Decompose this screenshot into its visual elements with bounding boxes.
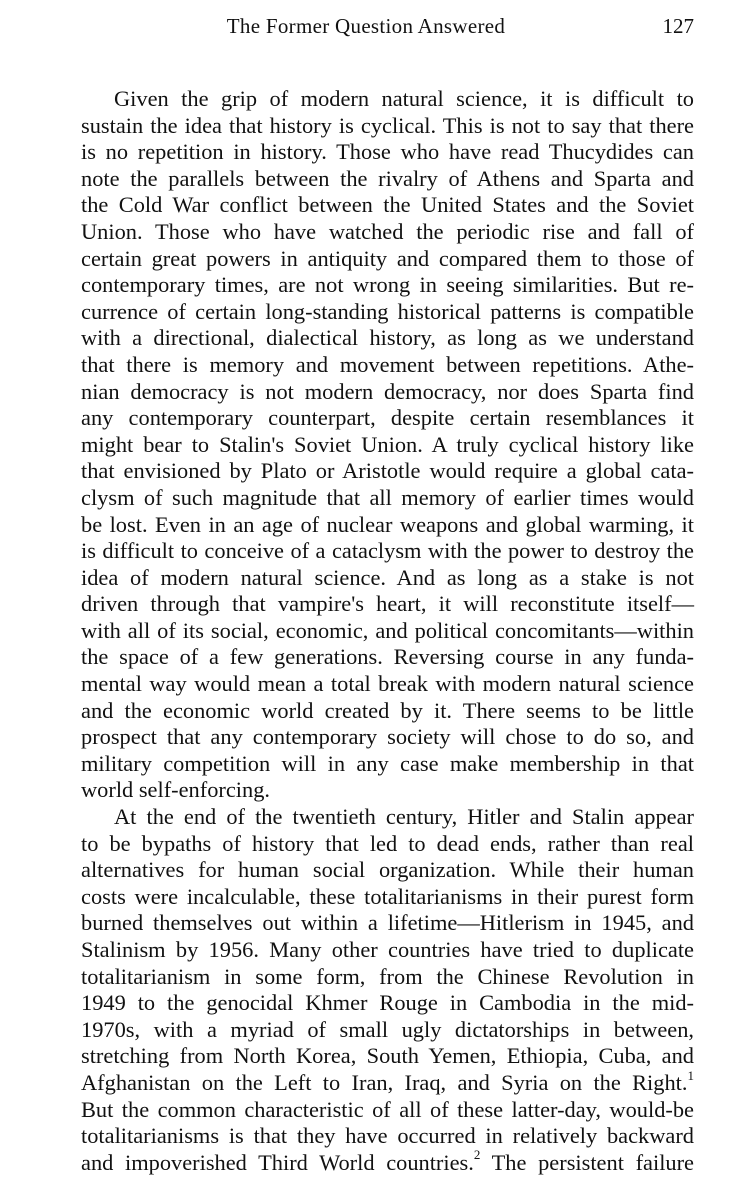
text-line: stretching from North Korea, South Yemen, Ethiopia, Cuba, and xyxy=(81,1043,694,1069)
text-line: costs were incalculable, these totalitarianisms in their purest form xyxy=(81,883,694,909)
text-line: totalitarianisms is that they have occurred in relatively backward xyxy=(81,1123,694,1149)
line-text-continued: The persistent failure xyxy=(480,1149,694,1175)
text-line: At the end of the twentieth century, Hitler and Stalin appear xyxy=(114,804,694,830)
text-line: clysm of such magnitude that all memory of earlier times would xyxy=(81,484,694,510)
text-line: any contemporary counterpart, despite certain resemblances it xyxy=(81,405,694,431)
text-line: to be bypaths of history that led to dead ends, rather than real xyxy=(81,830,694,856)
text-line: note the parallels between the rivalry of Athens and Sparta and xyxy=(81,165,694,191)
text-line: with a directional, dialectical history, as long as we understand xyxy=(81,325,694,351)
text-line: certain great powers in antiquity and compared them to those of xyxy=(81,245,694,271)
text-line: 1949 to the genocidal Khmer Rouge in Cambodia in the mid- xyxy=(81,990,694,1016)
text-line: military competition will in any case make membership in that xyxy=(81,750,694,776)
text-line: But the common characteristic of all of these latter-day, would-be xyxy=(81,1096,694,1122)
text-line: that there is memory and movement between repetitions. Athe- xyxy=(81,351,694,377)
text-line-with-footnote xyxy=(48,1147,694,1177)
text-line: might bear to Stalin's Soviet Union. A truly cyclical history like xyxy=(81,431,694,457)
body-text xyxy=(48,86,694,1176)
text-line: Given the grip of modern natural science, it is difficult to xyxy=(114,86,694,111)
text-line: and the economic world created by it. There seems to be little xyxy=(81,697,694,723)
text-line: world self-enforcing. xyxy=(81,777,271,803)
running-title: The Former Question Answered xyxy=(226,14,506,38)
page-number: 127 xyxy=(662,14,694,38)
text-line-with-footnote xyxy=(48,1067,694,1097)
paragraph-2 xyxy=(48,804,694,1176)
text-line: mental way would mean a total break with modern natural science xyxy=(81,671,694,697)
text-line: Union. Those who have watched the periodic rise and fall of xyxy=(81,218,694,244)
text-line: nian democracy is not modern democracy, nor does Sparta find xyxy=(81,378,694,404)
text-line: is no repetition in history. Those who have read Thucydides can xyxy=(81,139,694,165)
text-line: that envisioned by Plato or Aristotle would require a global cata- xyxy=(81,458,694,484)
text-line: sustain the idea that history is cyclical. This is not to say that there xyxy=(81,112,694,138)
text-line: the space of a few generations. Reversing course in any funda- xyxy=(81,644,694,670)
text-line: alternatives for human social organization. While their human xyxy=(81,857,694,883)
text-line: prospect that any contemporary society will chose to do so, and xyxy=(81,724,694,750)
text-line: contemporary times, are not wrong in seeing similarities. But re- xyxy=(81,272,694,298)
text-line: burned themselves out within a lifetime—Hitlerism in 1945, and xyxy=(81,910,694,936)
running-head xyxy=(48,11,694,41)
text-line: idea of modern natural science. And as long as a stake is not xyxy=(81,564,694,590)
line-text: and impoverished Third World countries. xyxy=(81,1149,474,1175)
footnote-marker-1[interactable]: 1 xyxy=(687,1067,694,1083)
text-line: Stalinism by 1956. Many other countries have tried to duplicate xyxy=(81,937,694,962)
text-line: with all of its social, economic, and political concomitants—within xyxy=(81,617,694,643)
text-line: is difficult to conceive of a cataclysm with the power to destroy the xyxy=(81,538,694,564)
text-line: totalitarianism in some form, from the Chinese Revolution in xyxy=(81,963,694,989)
text-line: be lost. Even in an age of nuclear weapons and global warming, it xyxy=(81,511,694,537)
text-line: 1970s, with a myriad of small ugly dictatorships in between, xyxy=(81,1016,694,1042)
paragraph-1 xyxy=(48,86,694,804)
text-line: the Cold War conflict between the United States and the Soviet xyxy=(81,192,694,218)
text-line: currence of certain long-standing historical patterns is compatible xyxy=(81,298,694,324)
text-line: driven through that vampire's heart, it will reconstitute itself— xyxy=(81,591,694,617)
line-text: Afghanistan on the Left to Iran, Iraq, and Syria on the Right. xyxy=(81,1069,688,1095)
footnote-marker-2[interactable]: 2 xyxy=(473,1147,481,1163)
